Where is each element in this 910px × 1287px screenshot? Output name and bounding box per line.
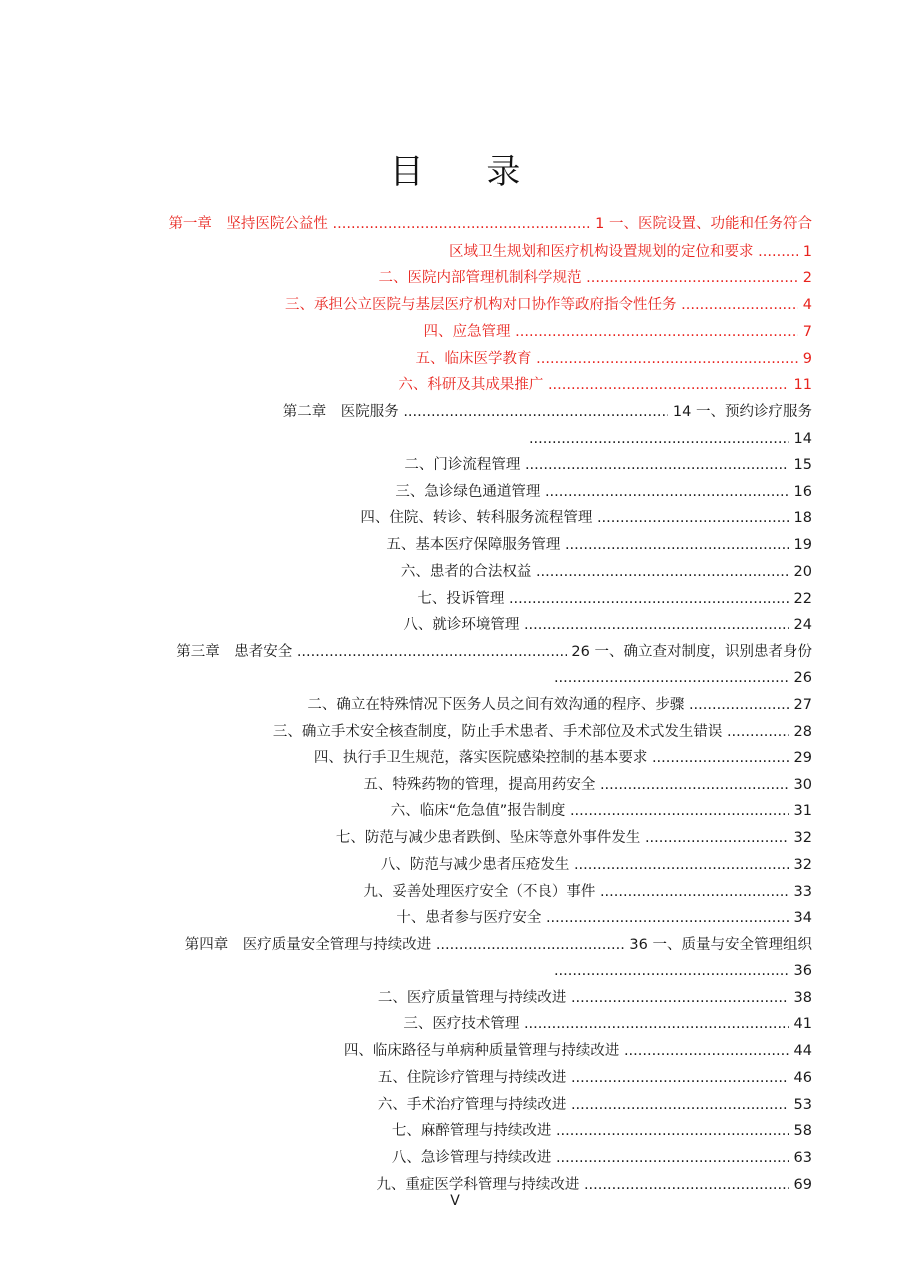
dot-leader [652, 748, 789, 768]
toc-entry-title: 二、医疗质量管理与持续改进 [377, 990, 571, 1006]
toc-entry-page-number: 20 [788, 564, 812, 580]
dot-leader [515, 322, 798, 342]
dot-leader [571, 1068, 789, 1088]
toc-entry-title: 九、妥善处理医疗安全（不良）事件 [363, 884, 600, 900]
toc-entry[interactable] [344, 1041, 812, 1061]
toc-entry[interactable] [540, 961, 812, 981]
dot-leader [403, 402, 668, 422]
toc-entry-page-number: 63 [788, 1150, 812, 1166]
toc-entry[interactable] [363, 882, 812, 902]
toc-entry-title: 四、执行手卫生规范，落实医院感染控制的基本要求 [313, 750, 652, 766]
dot-leader [333, 214, 591, 234]
dot-leader [554, 961, 789, 981]
toc-entry-page-number: 58 [788, 1123, 812, 1139]
toc-entry-page-number: 36 [788, 963, 812, 979]
toc-entry-title: 三、急诊绿色通道管理 [395, 484, 545, 500]
toc-entry-title: 九、重症医学科管理与持续改进 [376, 1177, 584, 1193]
toc-entry[interactable] [515, 429, 812, 449]
toc-entry[interactable] [386, 535, 812, 555]
toc-entry-title: 三、医疗技术管理 [403, 1016, 524, 1032]
toc-entry-title: 四、临床路径与单病种质量管理与持续改进 [343, 1043, 624, 1059]
toc-entry[interactable] [392, 1121, 812, 1141]
toc-entry-title: 八、防范与减少患者压疮发生 [380, 857, 574, 873]
toc-entry[interactable] [379, 268, 812, 288]
toc-entry-page-number: 46 [788, 1070, 812, 1086]
toc-entry-page-number: 29 [788, 750, 812, 766]
toc-entry-title: 七、麻醉管理与持续改进 [391, 1123, 556, 1139]
dot-leader [597, 508, 789, 528]
toc-entry[interactable] [273, 722, 812, 742]
toc-entry-title: 十、患者参与医疗安全 [396, 910, 546, 926]
toc-entry-title: 四、应急管理 [423, 324, 516, 340]
toc-entry-page-number: 18 [788, 510, 812, 526]
toc-entry-title: 五、特殊药物的管理，提高用药安全 [363, 777, 600, 793]
toc-entry[interactable] [336, 828, 812, 848]
toc-entry-page-number: 19 [788, 537, 812, 553]
toc-entry[interactable] [392, 1148, 812, 1168]
toc-entry-page-number: 24 [788, 617, 812, 633]
toc-entry-title: 三、承担公立医院与基层医疗机构对口协作等政府指令性任务 [285, 297, 682, 313]
toc-entry[interactable] [396, 908, 812, 928]
dot-leader [565, 535, 789, 555]
toc-entry-page-number: 32 [788, 830, 812, 846]
dot-leader [297, 642, 567, 662]
dot-leader [524, 1014, 789, 1034]
toc-entry-page-number: 1 [798, 244, 812, 260]
toc-entry[interactable] [381, 855, 812, 875]
dot-leader [546, 908, 789, 928]
toc-entry-page-number: 33 [788, 884, 812, 900]
toc-entry-page-number: 22 [788, 591, 812, 607]
toc-entry[interactable] [226, 402, 812, 422]
toc-entry[interactable] [378, 1068, 812, 1088]
toc-entry-title: 七、防范与减少患者跌倒、坠床等意外事件发生 [335, 830, 645, 846]
toc-entry[interactable] [110, 935, 812, 955]
toc-entry-title: 第二章 医院服务 [282, 404, 404, 420]
toc-entry-title: 第四章 医疗质量安全管理与持续改进 [184, 937, 436, 953]
toc-entry-continuation: 一、医院设置、功能和任务符合 [604, 216, 812, 232]
toc-entry[interactable] [110, 642, 812, 662]
toc-entry-page-number: 2 [798, 270, 812, 286]
toc-entry-title: 二、门诊流程管理 [404, 457, 525, 473]
toc-entry-page-number: 4 [798, 297, 812, 313]
toc-entry[interactable] [416, 349, 812, 369]
toc-entry-continuation: 一、确立查对制度，识别患者身份 [589, 644, 812, 660]
toc-entry-title: 二、确立在特殊情况下医务人员之间有效沟通的程序、步骤 [307, 697, 689, 713]
toc-entry[interactable] [285, 295, 812, 315]
dot-leader [586, 268, 798, 288]
toc-entry-title: 五、基本医疗保障服务管理 [386, 537, 565, 553]
toc-entry-page-number: 44 [788, 1043, 812, 1059]
toc-entry-page-number: 14 [788, 431, 812, 447]
toc-entry-page-number: 30 [788, 777, 812, 793]
dot-leader [554, 668, 789, 688]
toc-entry-page-number: 9 [798, 351, 812, 367]
toc-entry-page-number: 38 [788, 990, 812, 1006]
toc-entry[interactable] [543, 668, 812, 688]
toc-entry-title: 第一章 坚持医院公益性 [168, 216, 333, 232]
page-title: 目 录 [389, 152, 547, 192]
page-number: V [450, 1193, 460, 1209]
toc-entry[interactable] [378, 1095, 812, 1115]
toc-entry-page-number: 32 [788, 857, 812, 873]
toc-entry-page-number: 34 [788, 910, 812, 926]
dot-leader [509, 589, 789, 609]
toc-entry[interactable] [424, 322, 812, 342]
toc-entry[interactable] [110, 214, 812, 234]
toc-entry-page-number: 69 [788, 1177, 812, 1193]
toc-entry-page-number: 16 [788, 484, 812, 500]
dot-leader [600, 882, 789, 902]
dot-leader [645, 828, 789, 848]
toc-entry-title: 区域卫生规划和医疗机构设置规划的定位和要求 [449, 244, 759, 260]
toc-entry-title: 八、就诊环境管理 [403, 617, 524, 633]
toc-entry-page-number: 26 [566, 644, 590, 660]
toc-entry-title: 六、患者的合法权益 [400, 564, 536, 580]
toc-entry-page-number: 1 [590, 216, 605, 232]
toc-entry-page-number: 31 [788, 803, 812, 819]
toc-entry[interactable] [403, 615, 812, 635]
toc-entry-page-number: 28 [788, 724, 812, 740]
dot-leader [689, 695, 789, 715]
toc-entry[interactable] [417, 589, 812, 609]
dot-leader [758, 242, 798, 262]
toc-entry[interactable] [378, 988, 812, 1008]
dot-leader [556, 1148, 789, 1168]
toc-entry[interactable] [401, 562, 812, 582]
dot-leader [584, 1175, 789, 1195]
dot-leader [436, 935, 625, 955]
toc-entry[interactable] [404, 455, 812, 475]
dot-leader [600, 775, 789, 795]
toc-entry-title: 八、急诊管理与持续改进 [391, 1150, 556, 1166]
dot-leader [524, 615, 789, 635]
toc-entry-title: 二、医院内部管理机制科学规范 [378, 270, 587, 286]
toc-entry[interactable] [363, 775, 812, 795]
toc-entry[interactable] [314, 748, 812, 768]
dot-leader [536, 349, 798, 369]
dot-leader [571, 988, 789, 1008]
toc-entry[interactable] [360, 508, 812, 528]
dot-leader [570, 801, 789, 821]
toc-entry-page-number: 7 [798, 324, 812, 340]
toc-entry-title: 七、投诉管理 [417, 591, 509, 607]
dot-leader [545, 482, 789, 502]
toc-entry-title: 五、住院诊疗管理与持续改进 [377, 1070, 571, 1086]
toc-entry-page-number: 26 [788, 670, 812, 686]
toc-entry-title: 六、科研及其成果推广 [398, 377, 548, 393]
toc-entry-title: 五、临床医学教育 [415, 351, 537, 367]
toc-entry[interactable] [398, 375, 812, 395]
toc-entry[interactable] [307, 695, 812, 715]
dot-leader [681, 295, 798, 315]
dot-leader [548, 375, 789, 395]
toc-entry-page-number: 41 [788, 1016, 812, 1032]
dot-leader [571, 1095, 789, 1115]
toc-entry-page-number: 27 [788, 697, 812, 713]
toc-entry-title: 三、确立手术安全核查制度，防止手术患者、手术部位及术式发生错误 [272, 724, 727, 740]
toc-entry-page-number: 53 [788, 1097, 812, 1113]
toc-entry[interactable] [395, 482, 812, 502]
toc-entry-page-number: 36 [624, 937, 648, 953]
dot-leader [727, 722, 789, 742]
toc-entry[interactable] [403, 1014, 812, 1034]
dot-leader [525, 455, 789, 475]
toc-entry-title: 第三章 患者安全 [176, 644, 297, 660]
dot-leader [556, 1121, 789, 1141]
toc-entry[interactable] [376, 1175, 812, 1195]
dot-leader [574, 855, 789, 875]
toc-entry-continuation: 一、质量与安全管理组织 [647, 937, 812, 953]
toc-entry-title: 四、住院、转诊、转科服务流程管理 [360, 510, 597, 526]
toc-entry-page-number: 15 [788, 457, 812, 473]
toc-entry-page-number: 14 [668, 404, 692, 420]
dot-leader [536, 562, 789, 582]
toc-entry-page-number: 11 [788, 377, 812, 393]
toc-entry-title: 六、手术治疗管理与持续改进 [377, 1097, 571, 1113]
toc-entry-continuation: 一、预约诊疗服务 [691, 404, 812, 420]
dot-leader [624, 1041, 789, 1061]
dot-leader [529, 429, 789, 449]
toc-entry-title: 六、临床“危急值”报告制度 [390, 803, 570, 819]
toc-entry[interactable] [449, 242, 812, 262]
toc-entry[interactable] [391, 801, 812, 821]
